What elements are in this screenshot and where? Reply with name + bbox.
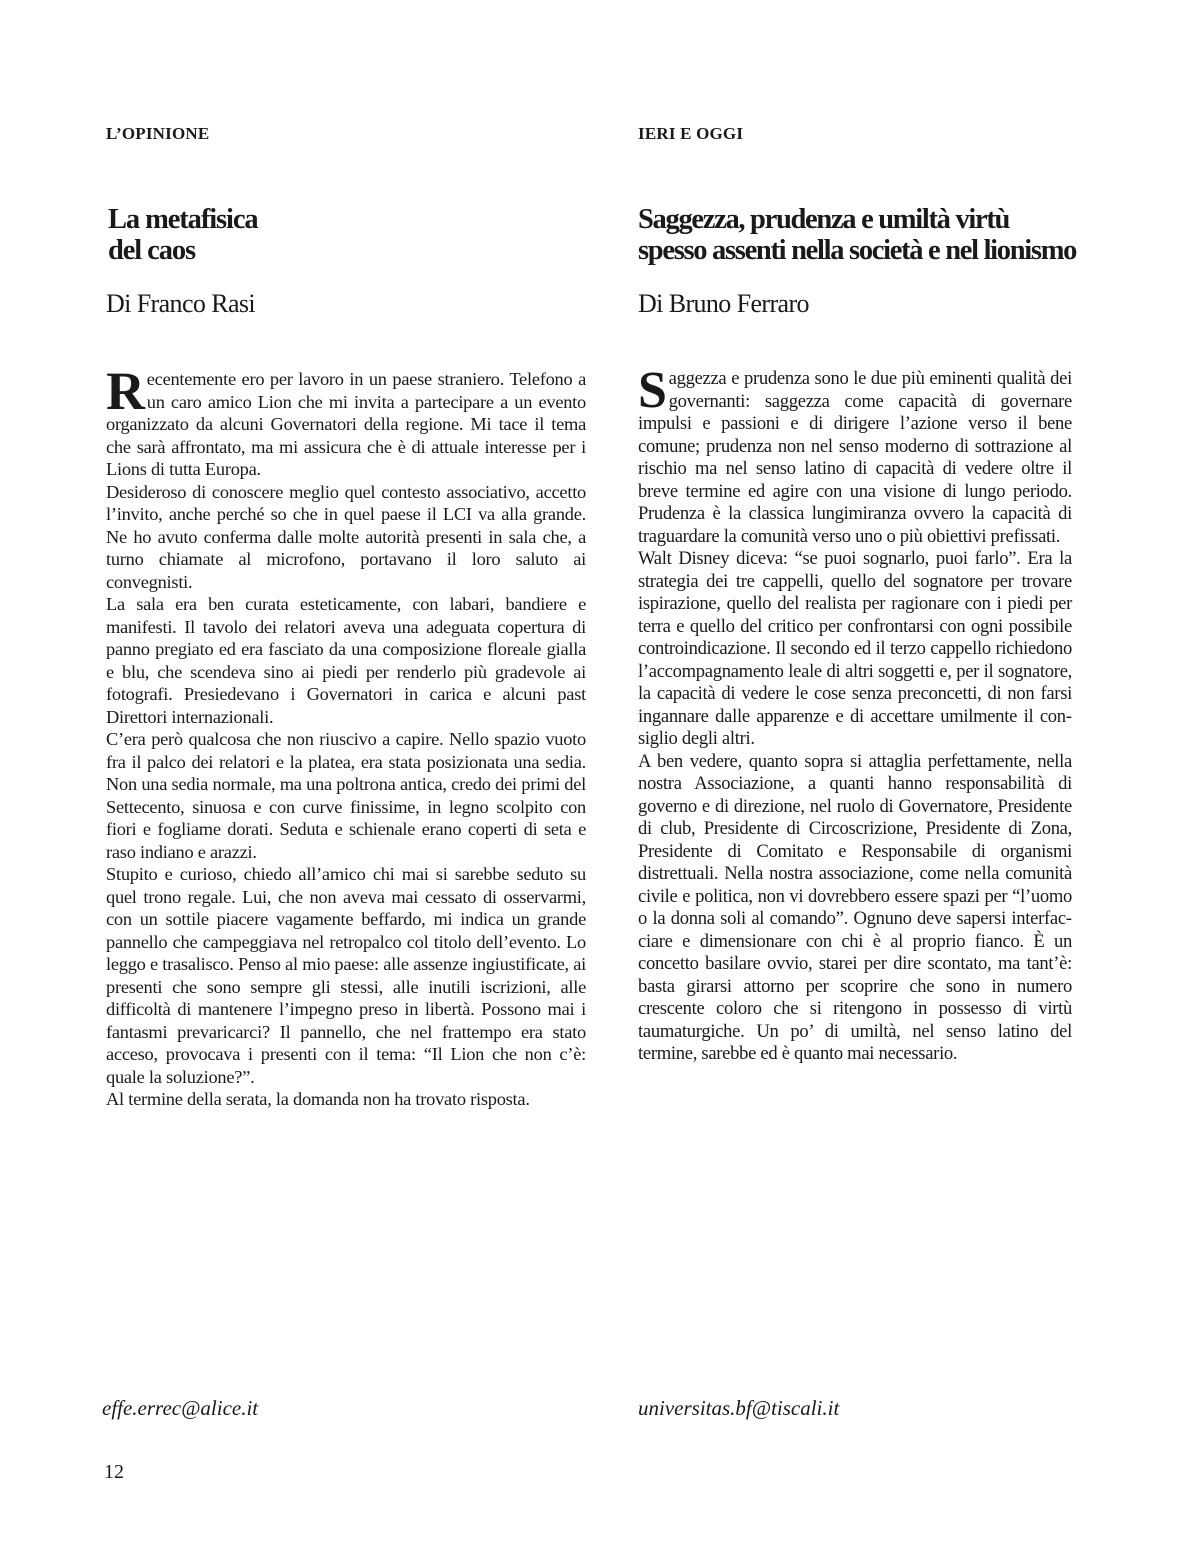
author-email: effe.errec@alice.it [102, 1396, 259, 1420]
paragraph: Desideroso di conoscere meglio quel contesto associativo, accetto l’invito, anche perché so che in quel paese il LCI va alla grande. Ne ho avuto conferma dalle molte autorità presenti in sala che, a turno chiamate al microfono, portavano il loro saluto ai convegnisti. [106, 481, 586, 592]
page-number: 12 [104, 1461, 124, 1483]
paragraph-text: ecentemente ero per lavoro in un paese straniero. Telefono a un caro amico Lion che mi invita a partecipare a un evento organizzato da alcuni Governatori della regione. Mi tace il tema che sarà affrontato, ma mi assicura che è di attuale interesse per i Lions di tutta Europa. [106, 369, 586, 479]
title-line: del caos [108, 235, 195, 266]
section-label: L’OPINIONE [106, 124, 210, 143]
paragraph: A ben vedere, quanto sopra si attaglia perfettamente, nella nostra Associazione, a quanti hanno responsabilità di governo e di direzione, nel ruolo di Governatore, Presidente di club, Presidente di Circoscrizione, Presidente di Zona, Presidente di Comitato e Responsabile di organismi distrettuali. Nella nostra associazione, come nella comunità civile e politica, non vi dovrebbero essere spazi per “l’uomo o la donna soli al comando”. Ognuno deve sapersi interfacciare e dimensionare con chi è al proprio fianco. È un concetto basilare ovvio, starei per dire scontato, ma tant’è: basta girarsi attorno per scoprire che sono in numero crescente coloro che si ritengono in possesso di virtù taumaturgiche. Un po’ di umiltà, nel senso latino del termine, sarebbe ed è quanto mai necessario. [638, 750, 1072, 1064]
article-title [108, 204, 258, 266]
paragraph: Walt Disney diceva: “se puoi sognarlo, puoi farlo”. Era la strategia dei tre cappelli, quello del sognatore per trovare ispirazione, quello del realista per ragionare con i piedi per terra e quello del critico per confrontarsi con ogni possibile controindicazione. Il secondo ed il terzo cappello richiedono l’accompagnamento leale di altri soggetti e, per il sognatore, la capacità di vedere le cose senza preconcetti, di non farsi ingannare dalle apparenze e di accettare umilmente il consiglio degli altri. [638, 548, 1072, 749]
paragraph: La sala era ben curata esteticamente, con labari, bandiere e manifesti. Il tavolo dei relatori aveva una adeguata copertura di panno pregiato ed era fasciato da una composizione floreale gialla e blu, che scendeva sino ai piedi per renderlo più gradevole ai fotografi. Presiedevano i Governatori in carica e alcuni past Direttori internazionali. [106, 594, 586, 727]
paragraph [106, 361, 586, 481]
byline: Di Bruno Ferraro [638, 289, 809, 318]
article-body [638, 362, 1072, 1066]
title-line: spesso assenti nella società e nel lionismo [638, 235, 1077, 266]
article-title [638, 204, 1076, 266]
article-body [106, 361, 586, 1111]
section-label: IERI E OGGI [638, 124, 744, 143]
drop-cap: R [106, 361, 145, 421]
paragraph-text: aggezza e prudenza sono le due più eminenti qualità dei governanti: saggezza come capacità di governare impulsi e passioni e di dirigere l’azione verso il bene comune; prudenza non nel senso moderno di sottrazione al rischio ma nel senso latino di capacità di vedere oltre il breve termine ed agire con una visione di lungo periodo. Prudenza è la classica lungimiranza ovvero la capacità di traguardare la comunità verso uno o più obiettivi prefissati. [638, 368, 1072, 547]
byline: Di Franco Rasi [106, 289, 256, 318]
drop-cap: S [638, 362, 667, 419]
paragraph: Al termine della serata, la domanda non ha trovato risposta. [106, 1089, 530, 1109]
author-email: universitas.bf@tiscali.it [638, 1396, 840, 1420]
title-line: La metafisica [108, 204, 258, 235]
paragraph: C’era però qualcosa che non riuscivo a capire. Nello spazio vuoto fra il palco dei relatori e la platea, era stata posizionata una sedia. Non una sedia normale, ma una poltrona antica, credo dei primi del Settecento, sinuosa e con curve finissime, in legno scolpito con fiori e fogliame dorati. Seduta e schienale erano coperti di seta e raso indiano e arazzi. [106, 729, 586, 862]
paragraph: Stupito e curioso, chiedo all’amico chi mai si sarebbe seduto su quel trono regale. Lui, che non aveva mai cessato di osservarmi, con un sottile piacere vagamente beffardo, mi indica un grande pannello che campeggiava nel retropalco col titolo dell’evento. Lo leggo e trasalisco. Penso al mio paese: alle assenze ingiustificate, ai presenti che sono sempre gli stessi, alle inutili iscrizioni, alle difficoltà di mantenere l’impegno preso in libertà. Possono mai i fantasmi prevaricarci? Il pannello, che nel frattempo era stato acceso, provocava i presenti con il tema: “Il Lion che non c’è: quale la soluzione?”. [106, 864, 586, 1087]
paragraph [638, 362, 1072, 548]
title-line: Saggezza, prudenza e umiltà virtù [638, 204, 1010, 235]
